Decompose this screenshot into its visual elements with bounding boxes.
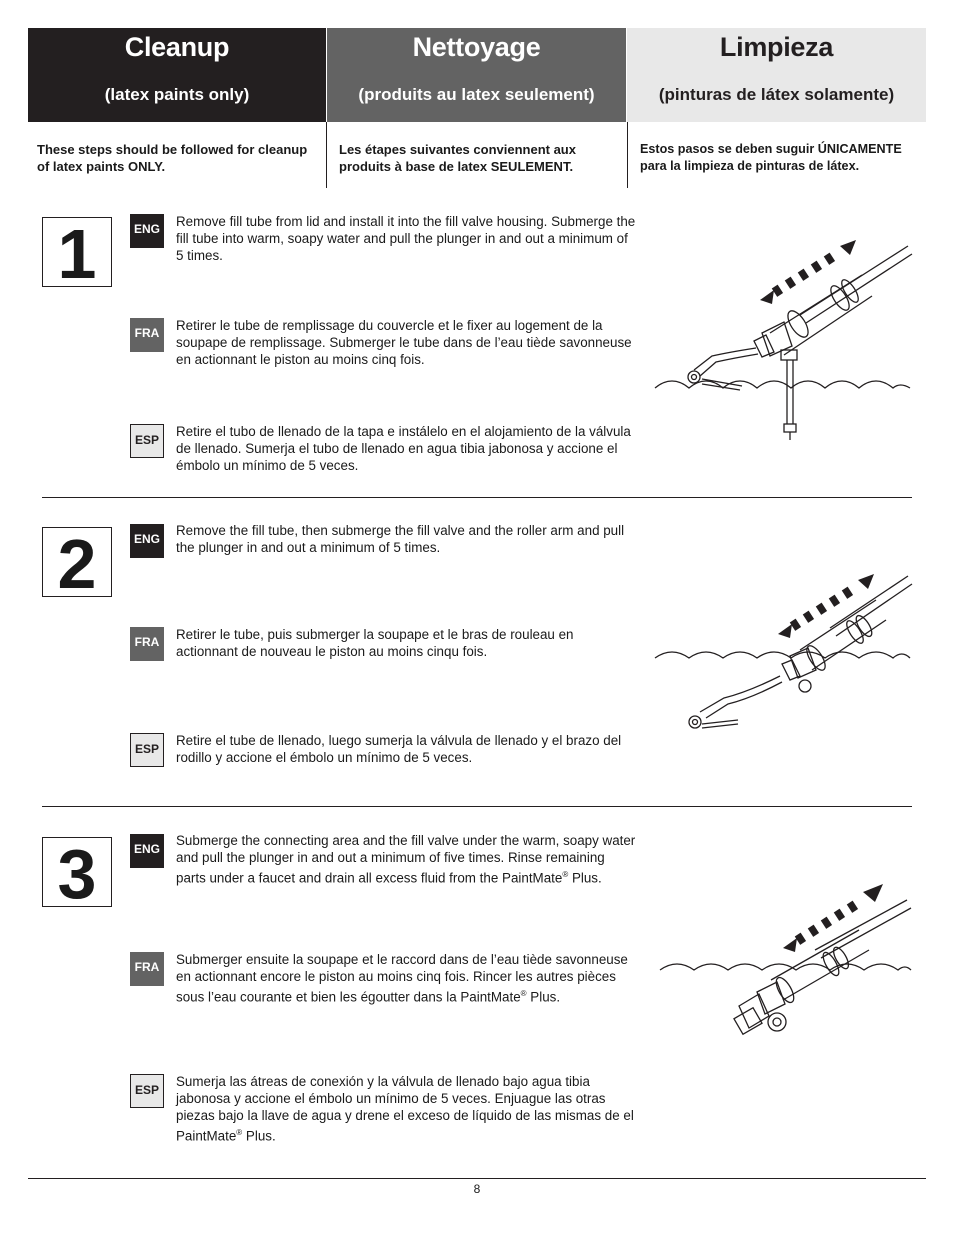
- instruction-french: Retirer le tube, puis submerger la soupape et le bras de rouleau en actionnant de nouveau le piston au moins cinqu fois.: [176, 627, 574, 659]
- instruction-spanish: Retire el tube de llenado, luego sumerja la válvula de llenado y el brazo del rodillo y accione el émbolo un mínimo de 5 veces.: [176, 733, 622, 765]
- registered-mark: ®: [520, 989, 527, 998]
- intro-french: Les étapes suivantes conviennent aux produits à base de latex SEULEMENT.: [339, 142, 576, 174]
- column-divider: [326, 122, 327, 188]
- language-badge-french: FRA: [130, 952, 164, 986]
- fill-tube-submerged-illustration: [650, 238, 915, 443]
- language-badge-english: ENG: [130, 834, 164, 868]
- step-number-box: [42, 215, 112, 293]
- language-badge-english: ENG: [130, 524, 164, 558]
- subtitle-french: (produits au latex seulement): [358, 85, 595, 104]
- column-divider: [627, 122, 628, 188]
- footer-line: [28, 1178, 926, 1179]
- instruction-text: Submerger ensuite la soupape et le raccord dans de l’eau tiède savonneuse en actionnant encore le piston au moins cinq fois. Rincer les autres pièces sous l’eau courante et bien les égoutter dans la PaintMate: [176, 952, 628, 1005]
- subtitle-english: (latex paints only): [104, 85, 250, 104]
- step-number: 2: [57, 525, 97, 603]
- instruction-text-end: Plus.: [526, 989, 561, 1005]
- instruction-english: [176, 832, 638, 886]
- step-number-box: [42, 525, 112, 603]
- instruction-french: Retirer le tube de remplissage du couvercle et le fixer au logement de la soupape de remplissage. Submerger le tube dans de l’eau tiède savonneuse en actionnant le piston au moins cinq fois.: [176, 318, 632, 367]
- section-divider: [42, 806, 912, 807]
- subtitle-spanish: (pinturas de látex solamente): [658, 85, 895, 104]
- instruction-english: Remove fill tube from lid and install it into the fill valve housing. Submerge the fill tube into warm, soapy water and pull the plunger in and out a minimum of 5 times.: [176, 214, 636, 263]
- step-number-box: [42, 835, 112, 913]
- header-french: [327, 28, 626, 122]
- section-divider: [42, 497, 912, 498]
- instruction-spanish: [176, 1073, 638, 1144]
- header-english: [28, 28, 326, 122]
- registered-mark: ®: [236, 1128, 243, 1137]
- intro-english: These steps should be followed for cleanup of latex paints ONLY.: [37, 142, 308, 174]
- title-spanish: Limpieza: [719, 32, 834, 62]
- instruction-french: [176, 951, 638, 1005]
- instruction-text-end: Plus.: [568, 870, 602, 886]
- registered-mark: ®: [562, 870, 569, 879]
- instruction-text: Sumerja las átreas de conexión y la válvula de llenado bajo agua tibia jabonosa y accione el émbolo un mínimo de 5 veces. Enjuague las otras piezas bajo la llave de agua y drene el exceso de líquido de las mismas de el PaintMate: [176, 1074, 634, 1144]
- language-badge-french: FRA: [130, 627, 164, 661]
- roller-arm-submerged-illustration: [650, 570, 915, 740]
- title-french: Nettoyage: [412, 32, 541, 62]
- step-number: 3: [57, 835, 97, 913]
- language-badge-french: FRA: [130, 318, 164, 352]
- language-badge-spanish: ESP: [130, 1074, 164, 1108]
- language-badge-spanish: ESP: [130, 424, 164, 458]
- instruction-text: Submerge the connecting area and the fill valve under the warm, soapy water and pull the plunger in and out a minimum of five times. Rinse remaining parts under a faucet and drain all excess fluid from the PaintMate: [176, 833, 636, 886]
- header-spanish: [627, 28, 926, 122]
- language-badge-spanish: ESP: [130, 733, 164, 767]
- step-number: 1: [57, 215, 97, 293]
- language-badge-english: ENG: [130, 214, 164, 248]
- page-number: 8: [473, 1182, 481, 1196]
- instruction-spanish: Retire el tubo de llenado de la tapa e instálelo en el alojamiento de la válvula de llenado. Sumerja el tubo de llenado en agua tibia jabonosa y accione el émbolo un mínimo de 5 veces.: [176, 424, 631, 473]
- instruction-text-end: Plus.: [242, 1128, 276, 1144]
- title-english: Cleanup: [124, 32, 230, 62]
- intro-spanish: Estos pasos se deben suguir ÚNICAMENTE para la limpieza de pinturas de látex.: [640, 142, 902, 173]
- instruction-english: Remove the fill tube, then submerge the fill valve and the roller arm and pull the plunger in and out a minimum of 5 times.: [176, 523, 625, 555]
- valve-connection-submerged-illustration: [655, 880, 915, 1045]
